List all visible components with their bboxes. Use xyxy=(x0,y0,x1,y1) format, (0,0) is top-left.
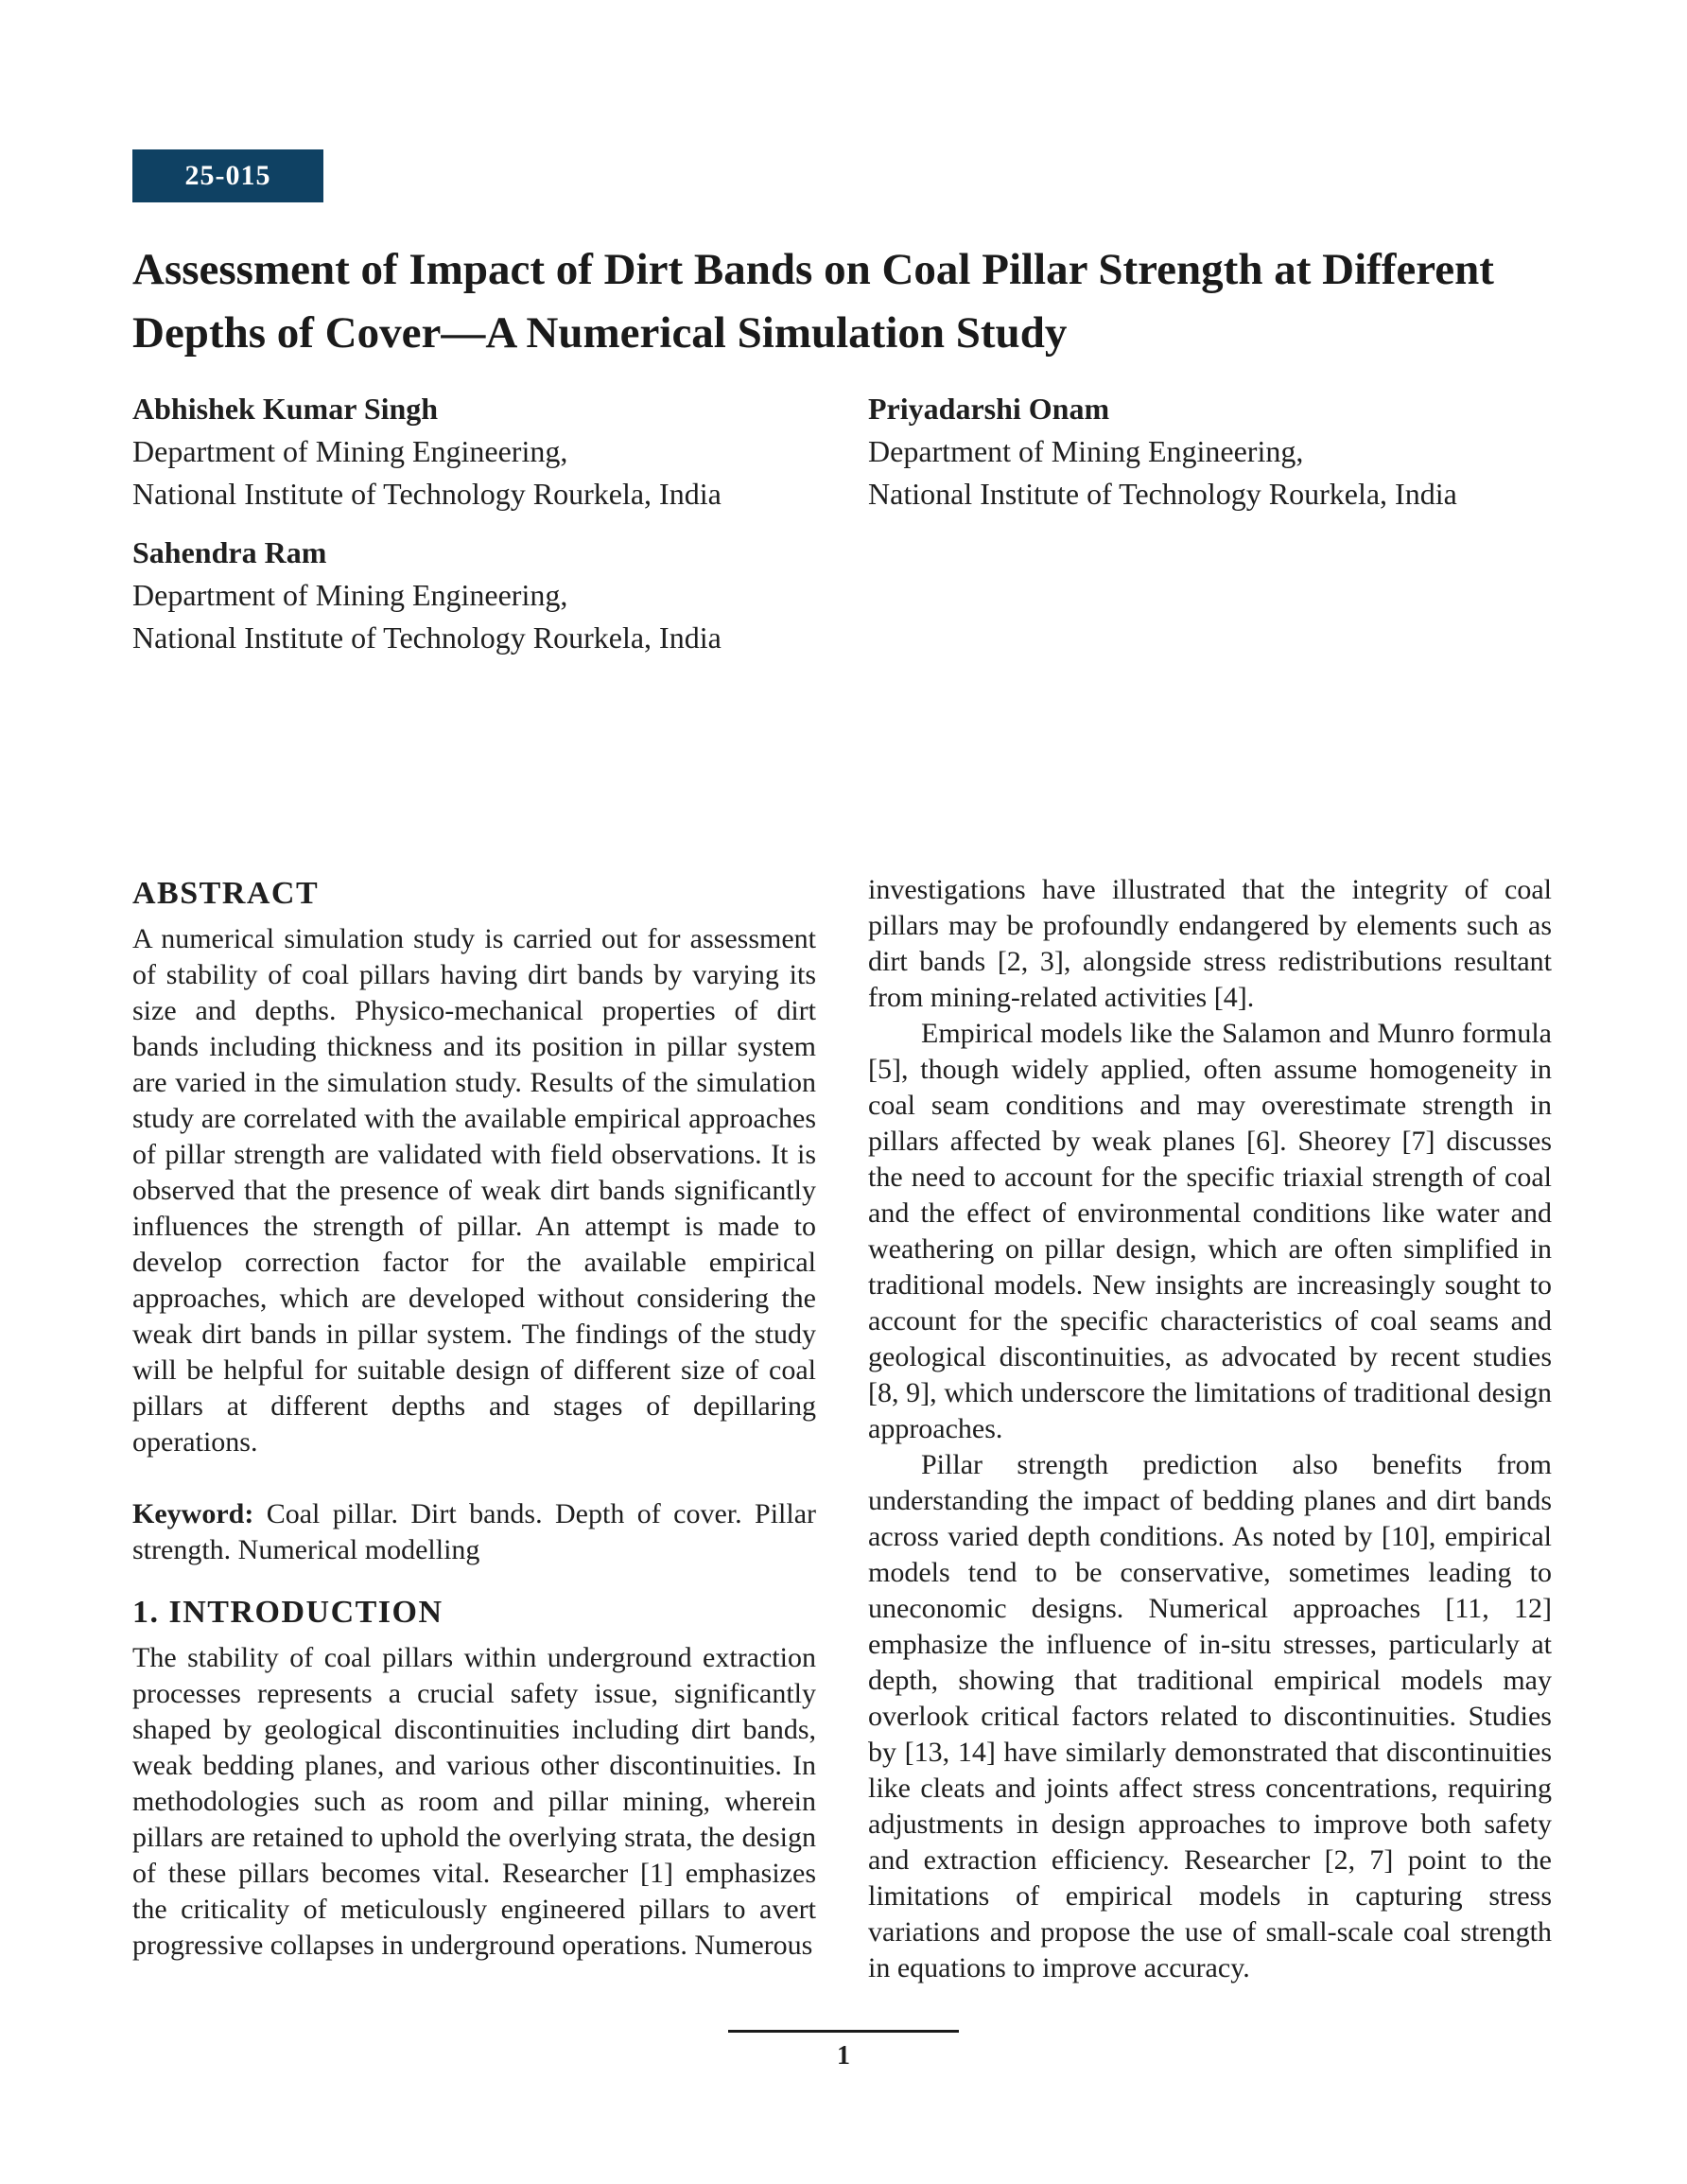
introduction-paragraph: investigations have illustrated that the integrity of coal pillars may be profoundly endangered by elements such as dirt bands [2, 3], alongside stress redistributions resultant from mining-related activities [4]. xyxy=(868,874,1552,1013)
author-block xyxy=(132,388,851,515)
introduction-paragraph: The stability of coal pillars within underground extraction processes represents a crucial safety issue, significantly shaped by geological discontinuities including dirt bands, weak bedding planes, and various other discontinuities. In methodologies such as room and pillar mining, wherein pillars are retained to uphold the overlying strata, the design of these pillars becomes vital. Researcher [1] emphasizes the criticality of meticulously engineered pillars to avert progressive collapses in underground operations. Numerous xyxy=(132,1642,816,1961)
keywords xyxy=(132,1496,816,1568)
author-institution: National Institute of Technology Rourkela, India xyxy=(132,620,722,655)
abstract-heading: ABSTRACT xyxy=(132,876,320,911)
author-department: Department of Mining Engineering, xyxy=(868,434,1304,468)
abstract-text: A numerical simulation study is carried out for assessment of stability of coal pillars having dirt bands by varying its size and depths. Physico-mechanical properties of dirt bands including thickness and its position in pillar system are varied in the simulation study. Results of the simulation study are correlated with the available empirical approaches of pillar strength are validated with field observations. It is observed that the presence of weak dirt bands significantly influences the strength of pillar. An attempt is made to develop correction factor for the available empirical approaches, which are developed without considering the weak dirt bands in pillar system. The findings of the study will be helpful for suitable design of different size of coal pillars at different depths and stages of depillaring operations. xyxy=(132,923,816,1458)
right-column xyxy=(868,872,1552,1986)
author-name: Priyadarshi Onam xyxy=(868,392,1110,426)
author-name: Abhishek Kumar Singh xyxy=(132,392,439,426)
author-block xyxy=(868,388,1587,515)
keywords-text: Coal pillar. Dirt bands. Depth of cover. Pillar strength. Numerical modelling xyxy=(132,1498,817,1565)
footer-divider xyxy=(728,2030,959,2033)
introduction-paragraph: Empirical models like the Salamon and Munro formula [5], though widely applied, often assume homogeneity in coal seam conditions and may overestimate strength in pillars affected by weak planes [6]. Sheorey [7] discusses the need to account for the specific triaxial strength of coal and the effect of environmental conditions like water and weathering on pillar design, which are often simplified in traditional models. New insights are increasingly sought to account for the specific characteristics of coal seams and geological discontinuities, as advocated by recent studies [8, 9], which underscore the limitations of traditional design approaches. xyxy=(868,1018,1552,1444)
paper-id-badge: 25-015 xyxy=(132,149,323,202)
author-name: Sahendra Ram xyxy=(132,535,327,569)
page-number: 1 xyxy=(837,2041,850,2070)
author-institution: National Institute of Technology Rourkela, India xyxy=(132,477,722,511)
author-department: Department of Mining Engineering, xyxy=(132,578,568,612)
keywords-label: Keyword: xyxy=(132,1498,254,1529)
author-department: Department of Mining Engineering, xyxy=(132,434,568,468)
author-institution: National Institute of Technology Rourkela, India xyxy=(868,477,1457,511)
paper-title: Assessment of Impact of Dirt Bands on Coal Pillar Strength at Different Depths of Cover—A Numerical Simulation Study xyxy=(132,245,1494,358)
introduction-heading: 1. INTRODUCTION xyxy=(132,1595,443,1630)
introduction-paragraph: Pillar strength prediction also benefits from understanding the impact of bedding planes and dirt bands across varied depth conditions. As noted by [10], empirical models tend to be conservative, sometimes leading to uneconomic designs. Numerical approaches [11, 12] emphasize the influence of in-situ stresses, particularly at depth, showing that traditional empirical models may overlook critical factors related to discontinuities. Studies by [13, 14] have similarly demonstrated that discontinuities like cleats and joints affect stress concentrations, requiring adjustments in design approaches to improve both safety and extraction efficiency. Researcher [2, 7] point to the limitations of empirical models in capturing stress variations and propose the use of small-scale coal strength in equations to improve accuracy. xyxy=(868,1449,1552,1983)
author-block xyxy=(132,532,851,659)
left-column xyxy=(132,872,816,1964)
